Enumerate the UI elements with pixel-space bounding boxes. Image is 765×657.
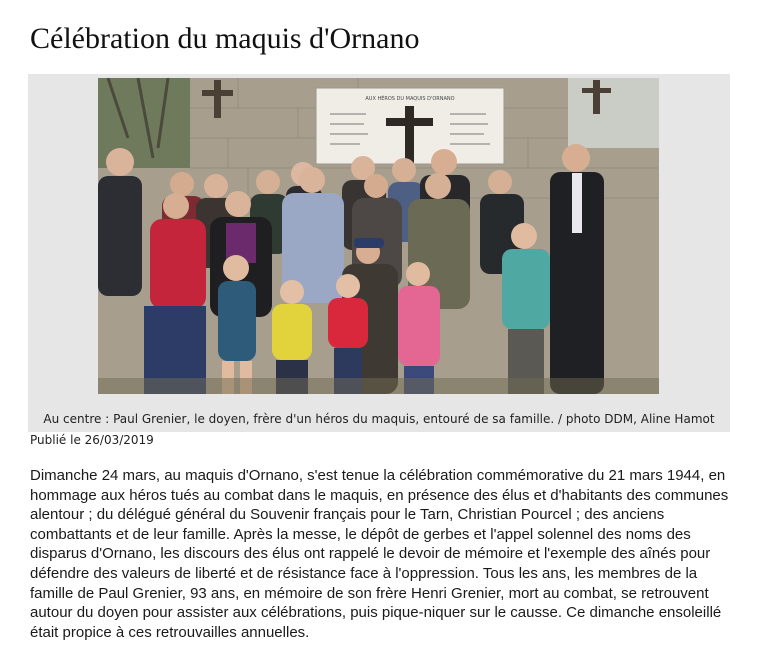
publish-date: Publié le 26/03/2019 — [30, 433, 154, 447]
plaque-header: AUX HÉROS DU MAQUIS D'ORNANO — [365, 96, 455, 102]
photo-caption: Au centre : Paul Grenier, le doyen, frère d'un héros du maquis, entouré de sa famille. / photo DDM, Aline Hamot — [43, 412, 715, 426]
article-figure — [28, 74, 730, 432]
page-title: Célébration du maquis d'Ornano — [30, 22, 420, 55]
article-body: Dimanche 24 mars, au maquis d'Ornano, s'est tenue la célébration commémorative du 21 mars 1944, en hommage aux héros tués au combat dans le maquis, en présence des élus et d'habitants des communes alentour ; du délégué général du Souvenir français pour le Tarn, Christian Pourcel ; des anciens combattants et de leur famille. Après la messe, le dépôt de gerbes et l'appel solennel des noms des disparus d'Ornano, les discours des élus ont rappelé le devoir de mémoire et l'exemple des aînés pour défendre des valeurs de liberté et de résistance face à l'oppression. Tous les ans, les membres de la famille de Paul Grenier, 93 ans, en mémoire de son frère Henri Grenier, mort au combat, se retrouvent autour du doyen pour assister aux célébrations, puis pique-niquer sur le causse. Ce dimanche ensoleillé était propice à ces retrouvailles annuelles. — [30, 467, 729, 641]
group-photo — [98, 78, 659, 394]
